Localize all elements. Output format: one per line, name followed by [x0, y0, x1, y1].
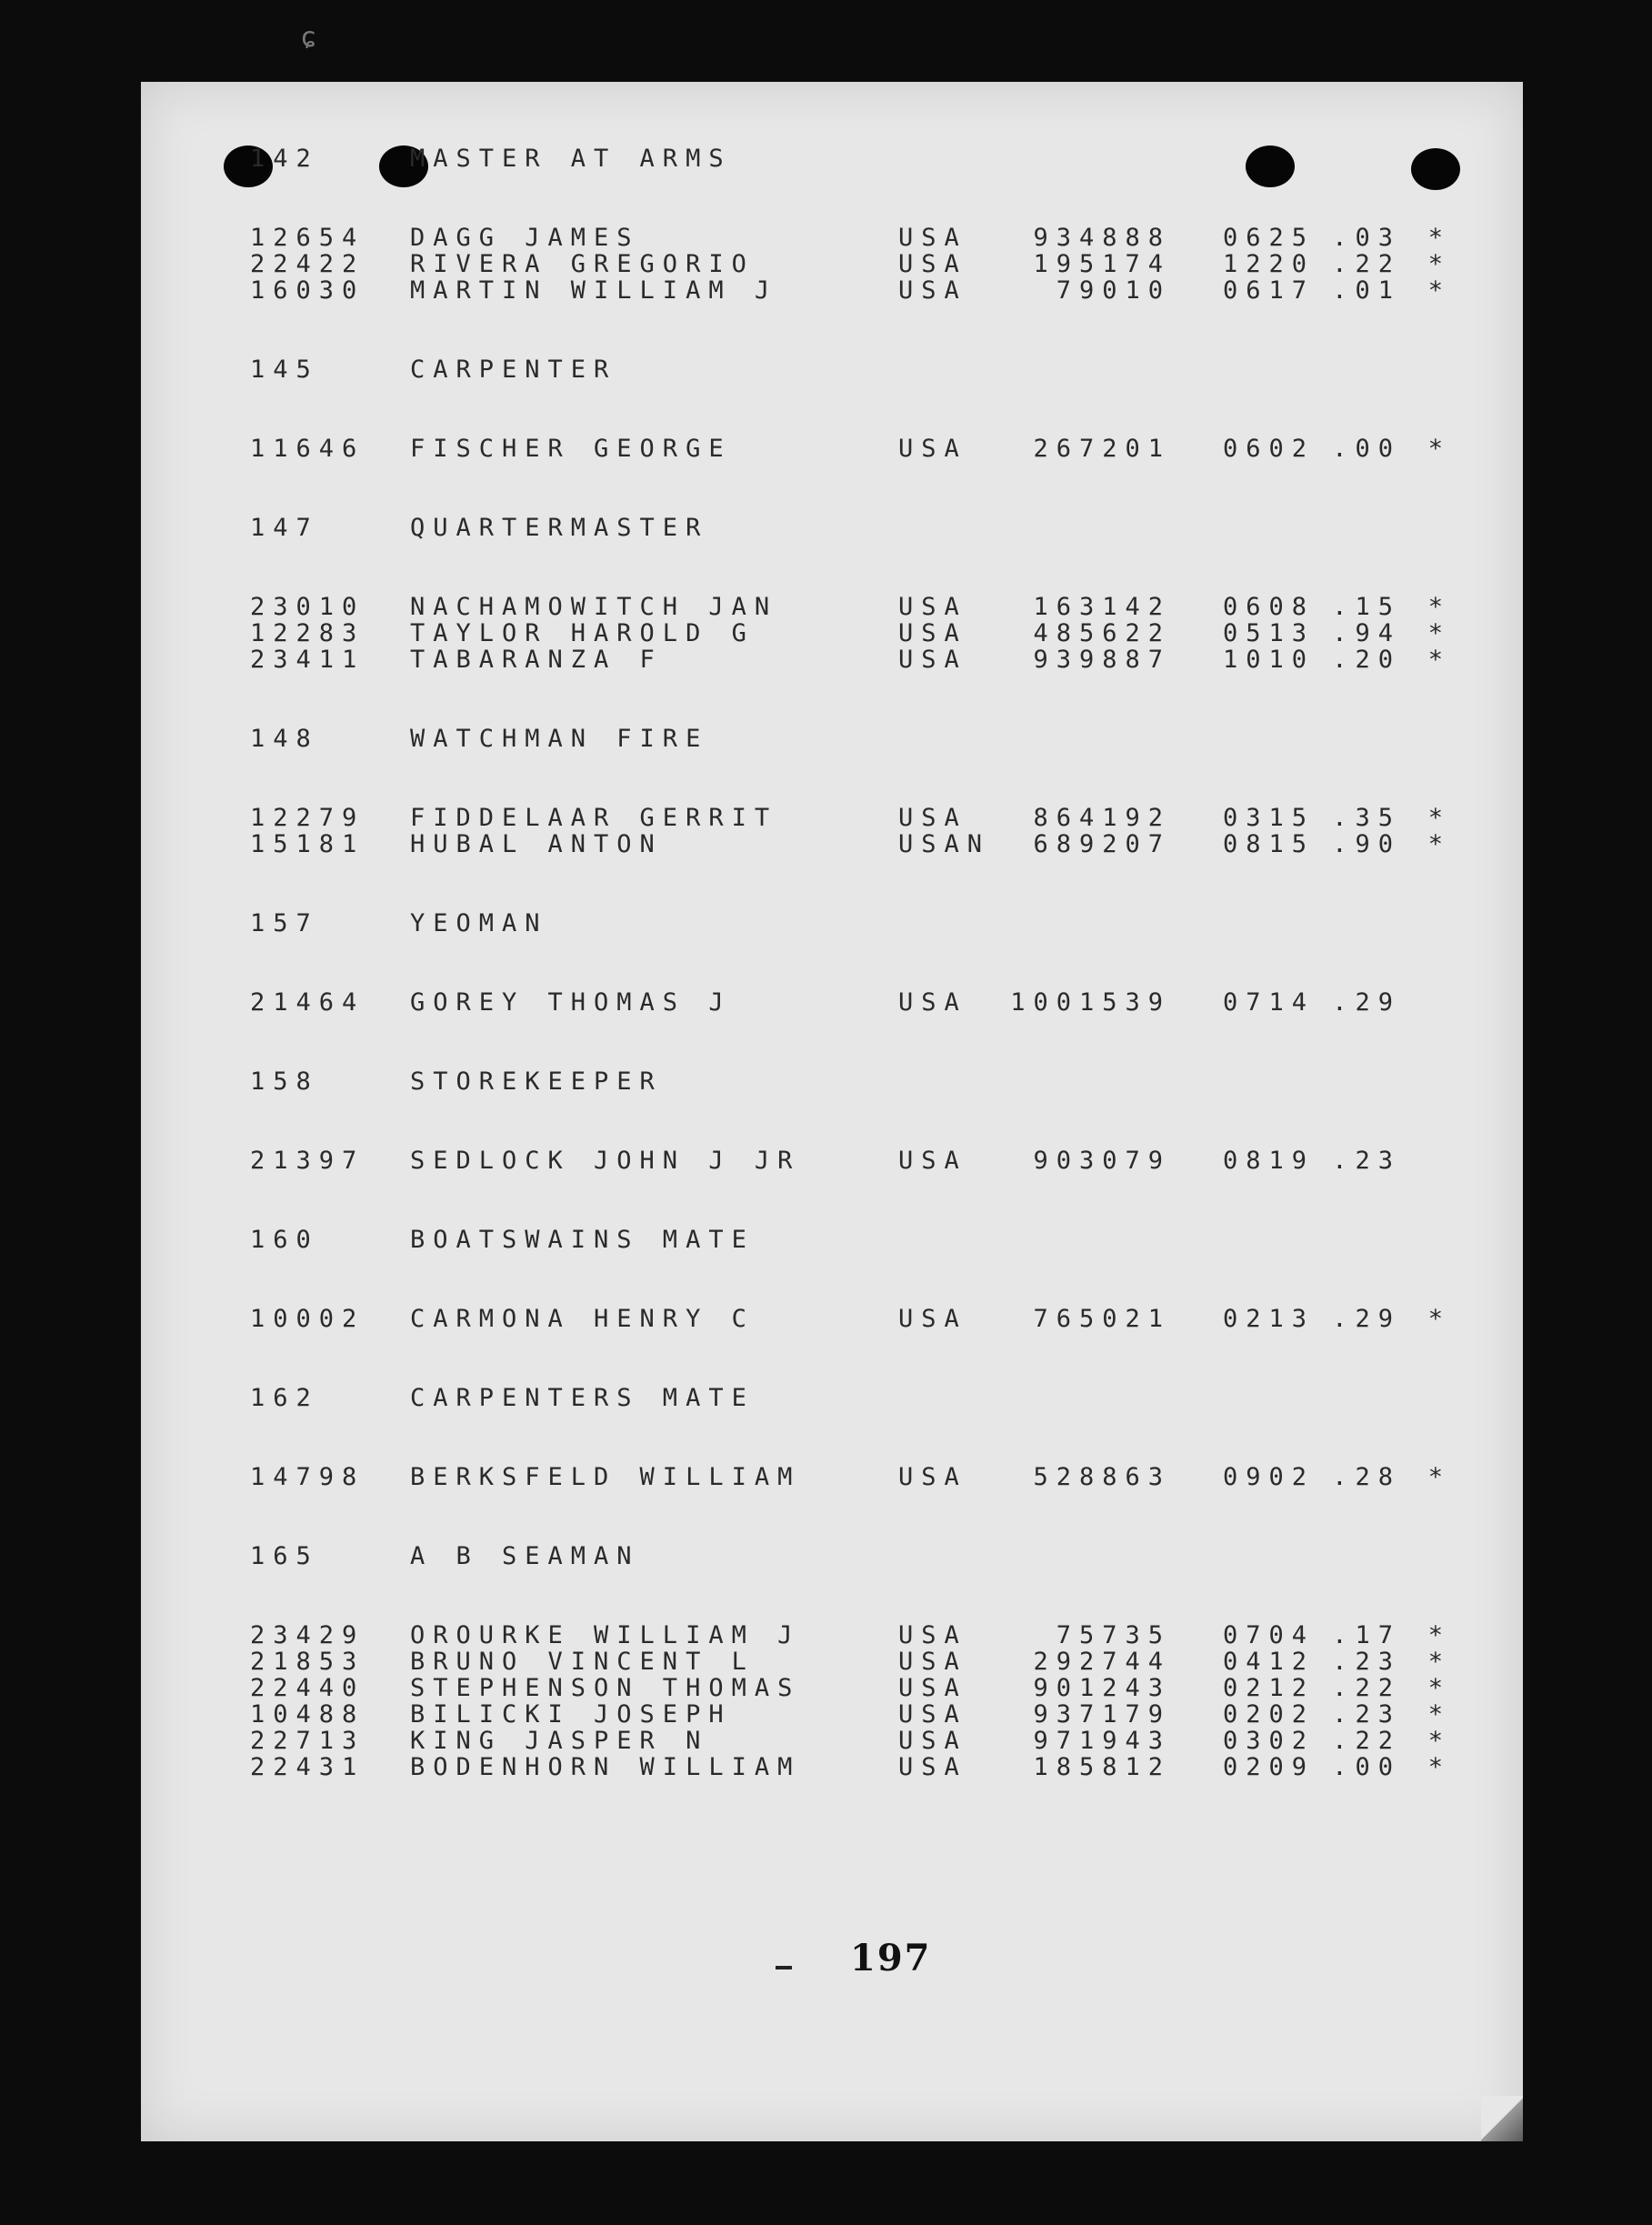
crew-id: 689207: [1033, 830, 1171, 858]
section-code: 157: [250, 909, 319, 937]
crew-rate: .20: [1332, 646, 1401, 674]
crew-row: [250, 1675, 1523, 1701]
crew-num: 10002: [250, 1305, 365, 1333]
crew-mark: *: [1427, 224, 1451, 252]
crew-rate: .22: [1332, 1674, 1401, 1702]
section-145: [250, 356, 1523, 462]
crew-num: 21397: [250, 1147, 365, 1175]
crew-rate: .23: [1332, 1648, 1401, 1676]
crew-date: 0202: [1222, 1700, 1315, 1729]
crew-date: 1220: [1222, 250, 1315, 278]
crew-row: [250, 594, 1523, 620]
crew-name: TABARANZA F: [410, 646, 663, 674]
section-code: 142: [250, 145, 319, 173]
crew-date: 0815: [1222, 830, 1315, 858]
crew-rate: .00: [1332, 1753, 1401, 1781]
crew-id: 79010: [1056, 276, 1171, 305]
crew-cit: USAN: [898, 830, 991, 858]
crew-id: 195174: [1033, 250, 1171, 278]
section-code: 165: [250, 1542, 319, 1570]
crew-id: 971943: [1033, 1727, 1171, 1755]
section-header: [250, 910, 1523, 937]
crew-name: NACHAMOWITCH JAN: [410, 593, 778, 621]
crew-id: 528863: [1033, 1463, 1171, 1491]
crew-name: BRUNO VINCENT L: [410, 1648, 755, 1676]
crew-name: OROURKE WILLIAM J: [410, 1621, 801, 1649]
section-header: [250, 515, 1523, 542]
crew-rate: .15: [1332, 593, 1401, 621]
crew-row: [250, 277, 1523, 304]
crew-cit: USA: [898, 619, 967, 647]
section-code: 162: [250, 1384, 319, 1412]
crew-date: 0212: [1222, 1674, 1315, 1702]
section-title: MASTER AT ARMS: [410, 145, 732, 173]
section-code: 145: [250, 356, 319, 384]
section-code: 147: [250, 514, 319, 542]
crew-mark: *: [1427, 435, 1451, 463]
crew-cit: USA: [898, 1727, 967, 1755]
crew-mark: [1401, 1148, 1451, 1174]
section-147: [250, 515, 1523, 673]
section-160: [250, 1227, 1523, 1332]
section-code: 148: [250, 725, 319, 753]
crew-rate: .22: [1332, 250, 1401, 278]
crew-name: KING JASPER N: [410, 1727, 709, 1755]
crew-cit: USA: [898, 1648, 967, 1676]
crew-num: 14798: [250, 1463, 365, 1491]
crew-rate: .35: [1332, 804, 1401, 832]
crew-num: 23010: [250, 593, 365, 621]
section-header: [250, 1385, 1523, 1412]
section-header: [250, 1227, 1523, 1254]
crew-rate: .23: [1332, 1700, 1401, 1729]
document-page: [141, 82, 1523, 2141]
crew-row: [250, 1728, 1523, 1754]
crew-cit: USA: [898, 250, 967, 278]
crew-date: 0608: [1222, 593, 1315, 621]
crew-mark: *: [1427, 593, 1451, 621]
crew-num: 22713: [250, 1727, 365, 1755]
crew-id: 934888: [1033, 224, 1171, 252]
section-title: A B SEAMAN: [410, 1542, 640, 1570]
section-code: 158: [250, 1067, 319, 1096]
crew-id: 903079: [1033, 1147, 1171, 1175]
crew-mark: *: [1427, 1674, 1451, 1702]
crew-name: TAYLOR HAROLD G: [410, 619, 755, 647]
crew-cit: USA: [898, 224, 967, 252]
crew-num: 23429: [250, 1621, 365, 1649]
section-title: QUARTERMASTER: [410, 514, 709, 542]
crew-num: 21853: [250, 1648, 365, 1676]
crew-date: 0819: [1222, 1147, 1315, 1175]
crew-date: 1010: [1222, 646, 1315, 674]
crew-num: 10488: [250, 1700, 365, 1729]
crew-name: CARMONA HENRY C: [410, 1305, 755, 1333]
section-162: [250, 1385, 1523, 1490]
crew-mark: *: [1427, 1753, 1451, 1781]
crew-id: 901243: [1033, 1674, 1171, 1702]
crew-mark: *: [1427, 276, 1451, 305]
crew-num: 12283: [250, 619, 365, 647]
crew-cit: USA: [898, 1621, 967, 1649]
section-title: CARPENTER: [410, 356, 617, 384]
crew-rate: .23: [1332, 1147, 1401, 1175]
crew-num: 22431: [250, 1753, 365, 1781]
crew-cit: USA: [898, 1700, 967, 1729]
crew-mark: *: [1427, 1305, 1451, 1333]
crew-mark: *: [1427, 1700, 1451, 1729]
section-165: [250, 1543, 1523, 1780]
crew-row: [250, 1622, 1523, 1649]
page-dash: [776, 1966, 792, 1969]
crew-cit: USA: [898, 276, 967, 305]
crew-name: MARTIN WILLIAM J: [410, 276, 778, 305]
section-title: WATCHMAN FIRE: [410, 725, 709, 753]
crew-row: [250, 989, 1523, 1016]
crew-num: 11646: [250, 435, 365, 463]
section-code: 160: [250, 1226, 319, 1254]
crew-id: 185812: [1033, 1753, 1171, 1781]
crew-name: DAGG JAMES: [410, 224, 640, 252]
crew-num: 21464: [250, 988, 365, 1017]
crew-cit: USA: [898, 435, 967, 463]
section-142: [250, 145, 1523, 304]
crew-row: [250, 1464, 1523, 1490]
crew-date: 0213: [1222, 1305, 1315, 1333]
section-header: [250, 145, 1523, 173]
section-header: [250, 1543, 1523, 1570]
crew-id: 937179: [1033, 1700, 1171, 1729]
crew-row: [250, 1649, 1523, 1675]
crew-rate: .22: [1332, 1727, 1401, 1755]
crew-cit: USA: [898, 1463, 967, 1491]
crew-date: 0617: [1222, 276, 1315, 305]
crew-mark: *: [1427, 804, 1451, 832]
crew-id: 267201: [1033, 435, 1171, 463]
crew-mark: [1401, 989, 1451, 1016]
crew-name: BERKSFELD WILLIAM: [410, 1463, 801, 1491]
crew-mark: *: [1427, 1727, 1451, 1755]
crew-cit: USA: [898, 593, 967, 621]
crew-date: 0714: [1222, 988, 1315, 1017]
crew-name: BILICKI JOSEPH: [410, 1700, 732, 1729]
section-header: [250, 726, 1523, 753]
crew-mark: *: [1427, 1621, 1451, 1649]
crew-num: 22422: [250, 250, 365, 278]
crew-name: FISCHER GEORGE: [410, 435, 732, 463]
crew-row: [250, 1701, 1523, 1728]
crew-date: 0704: [1222, 1621, 1315, 1649]
crew-mark: *: [1427, 1648, 1451, 1676]
section-148: [250, 726, 1523, 857]
page-number: 197: [850, 1937, 932, 1979]
crew-id: 864192: [1033, 804, 1171, 832]
crew-id: 939887: [1033, 646, 1171, 674]
crew-rate: .94: [1332, 619, 1401, 647]
crew-rate: .29: [1332, 1305, 1401, 1333]
crew-row: [250, 251, 1523, 277]
section-157: [250, 910, 1523, 1016]
page-fold-corner: [1481, 2096, 1523, 2141]
section-title: STOREKEEPER: [410, 1067, 663, 1096]
crew-date: 0902: [1222, 1463, 1315, 1491]
crew-row: [250, 646, 1523, 673]
crew-cit: USA: [898, 804, 967, 832]
crew-cit: USA: [898, 1753, 967, 1781]
crew-date: 0302: [1222, 1727, 1315, 1755]
crew-rate: .03: [1332, 224, 1401, 252]
crew-row: [250, 436, 1523, 462]
crew-rate: .28: [1332, 1463, 1401, 1491]
crew-num: 12279: [250, 804, 365, 832]
crew-rate: .17: [1332, 1621, 1401, 1649]
crew-id: 765021: [1033, 1305, 1171, 1333]
crew-num: 23411: [250, 646, 365, 674]
crew-cit: USA: [898, 1674, 967, 1702]
section-title: CARPENTERS MATE: [410, 1384, 755, 1412]
crew-row: [250, 1306, 1523, 1332]
crew-rate: .90: [1332, 830, 1401, 858]
crew-id: 292744: [1033, 1648, 1171, 1676]
crew-rate: .29: [1332, 988, 1401, 1017]
crew-row: [250, 620, 1523, 646]
crew-id: 163142: [1033, 593, 1171, 621]
crew-num: 22440: [250, 1674, 365, 1702]
section-title: BOATSWAINS MATE: [410, 1226, 755, 1254]
crew-cit: USA: [898, 646, 967, 674]
crew-mark: *: [1427, 250, 1451, 278]
crew-name: GOREY THOMAS J: [410, 988, 732, 1017]
crew-cit: USA: [898, 1147, 967, 1175]
crew-mark: *: [1427, 830, 1451, 858]
crew-name: SEDLOCK JOHN J JR: [410, 1147, 801, 1175]
crew-id: 1001539: [1010, 988, 1171, 1017]
section-header: [250, 356, 1523, 384]
crew-name: RIVERA GREGORIO: [410, 250, 755, 278]
crew-name: FIDDELAAR GERRIT: [410, 804, 778, 832]
crew-cit: USA: [898, 988, 967, 1017]
crew-date: 0209: [1222, 1753, 1315, 1781]
crew-date: 0602: [1222, 435, 1315, 463]
section-158: [250, 1068, 1523, 1174]
crew-cit: USA: [898, 1305, 967, 1333]
crew-id: 485622: [1033, 619, 1171, 647]
crew-name: HUBAL ANTON: [410, 830, 663, 858]
crew-mark: *: [1427, 646, 1451, 674]
section-title: YEOMAN: [410, 909, 548, 937]
crew-date: 0625: [1222, 224, 1315, 252]
crew-date: 0412: [1222, 1648, 1315, 1676]
crew-row: [250, 1754, 1523, 1780]
crew-row: [250, 225, 1523, 251]
crew-num: 16030: [250, 276, 365, 305]
crew-date: 0513: [1222, 619, 1315, 647]
crew-mark: *: [1427, 619, 1451, 647]
scan-mark: ɕ: [300, 22, 317, 54]
section-header: [250, 1068, 1523, 1096]
crew-list: [250, 145, 1523, 1833]
crew-rate: .00: [1332, 435, 1401, 463]
crew-row: [250, 831, 1523, 857]
crew-date: 0315: [1222, 804, 1315, 832]
crew-name: STEPHENSON THOMAS: [410, 1674, 801, 1702]
crew-num: 15181: [250, 830, 365, 858]
crew-name: BODENHORN WILLIAM: [410, 1753, 801, 1781]
crew-row: [250, 805, 1523, 831]
crew-num: 12654: [250, 224, 365, 252]
crew-id: 75735: [1056, 1621, 1171, 1649]
crew-row: [250, 1148, 1523, 1174]
crew-mark: *: [1427, 1463, 1451, 1491]
crew-rate: .01: [1332, 276, 1401, 305]
